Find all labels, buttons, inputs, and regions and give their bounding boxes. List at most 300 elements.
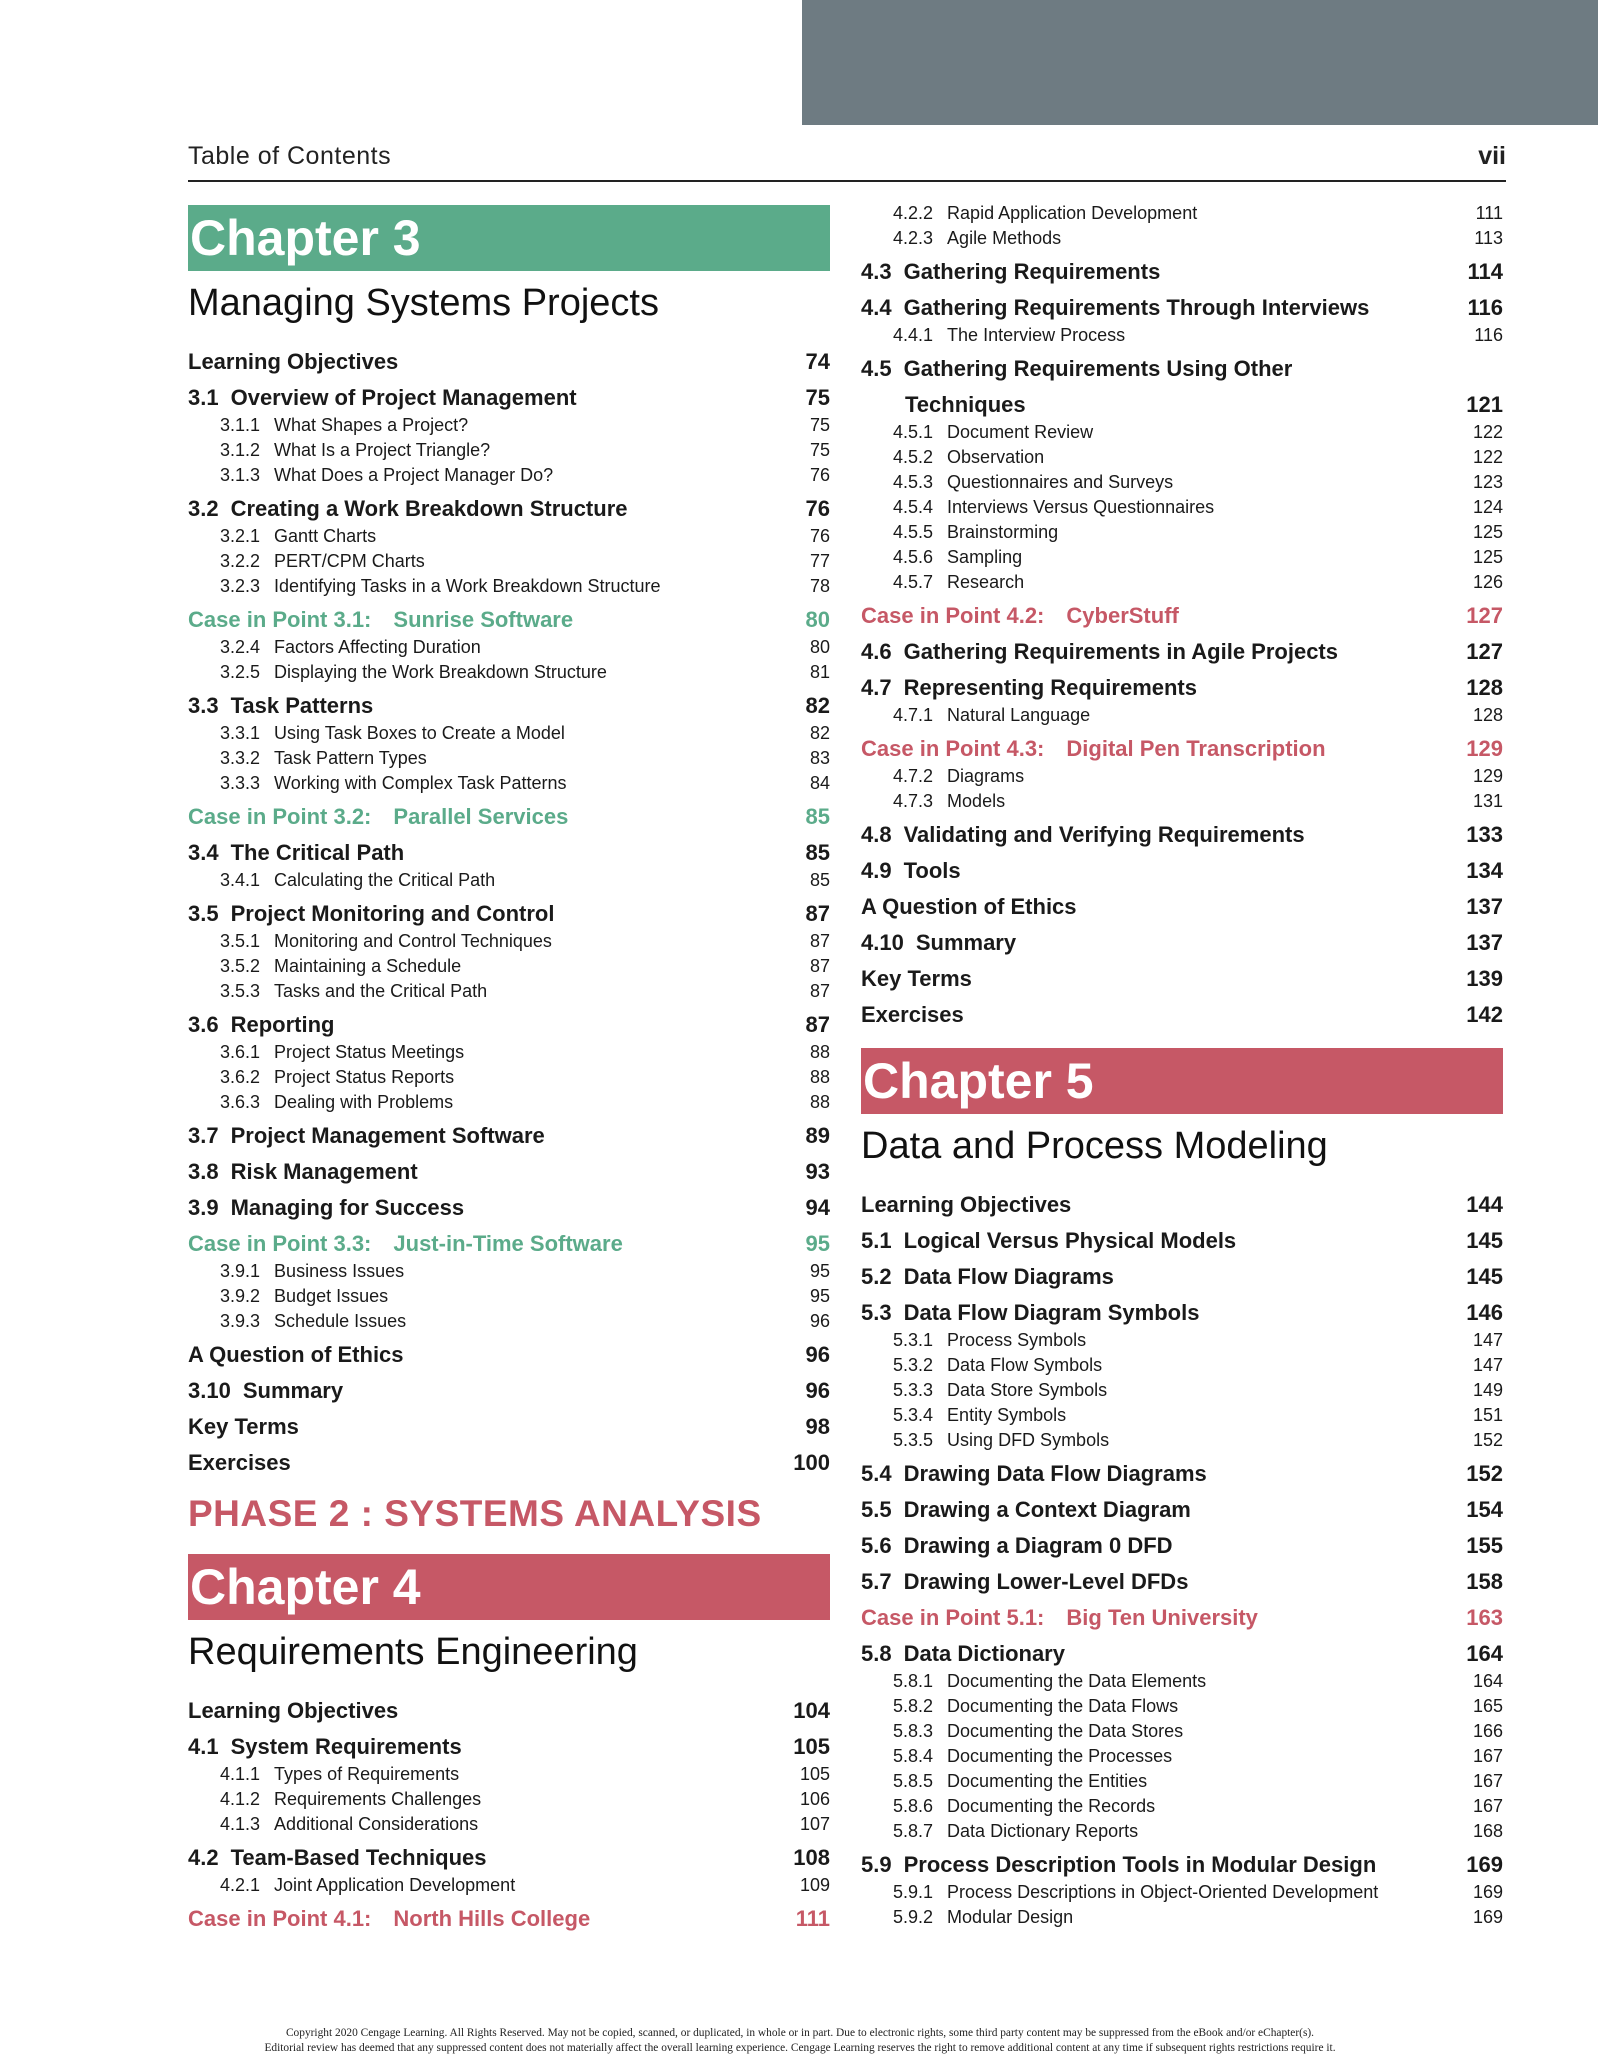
toc-entry-label	[893, 1328, 1086, 1353]
toc-entry-number: 3.1.1	[220, 415, 261, 435]
toc-entry-label	[893, 570, 1024, 595]
toc-entry-text: Learning Objectives	[188, 1698, 399, 1723]
toc-entry-label	[893, 703, 1090, 728]
toc-entry-text: CyberStuff	[1066, 603, 1179, 628]
toc-entry-text: Brainstorming	[947, 522, 1059, 542]
toc-entry-label	[220, 1259, 404, 1284]
toc-entry-label	[893, 1744, 1172, 1769]
toc-entry-number: 4.1.3	[220, 1814, 261, 1834]
toc-entry-number: 4.5.2	[893, 447, 934, 467]
toc-entry-page: 144	[1466, 1192, 1503, 1217]
toc-subsection-entry[interactable]	[861, 1744, 1503, 1769]
toc-entry-number: 5.7	[861, 1569, 892, 1594]
toc-entry-number: Case in Point 3.3:	[188, 1231, 372, 1256]
toc-section-entry[interactable]	[188, 494, 830, 524]
toc-section-entry[interactable]	[861, 1226, 1503, 1256]
toc-entry-page: 96	[809, 1311, 830, 1331]
toc-entry-page: 124	[1472, 497, 1503, 517]
toc-entry-label	[861, 1603, 1258, 1633]
toc-section-entry[interactable]	[188, 1121, 830, 1151]
toc-entry-number: 4.5.6	[893, 547, 934, 567]
toc-entry-label	[220, 1812, 478, 1837]
toc-entry-label	[861, 390, 1026, 420]
toc-entry-label	[861, 1567, 1188, 1597]
toc-entry-number: 3.3	[188, 693, 219, 718]
toc-subsection-entry[interactable]	[861, 764, 1503, 789]
toc-subsection-entry[interactable]	[861, 1719, 1503, 1744]
toc-entry-page: 147	[1472, 1330, 1503, 1350]
toc-entry-page: 81	[809, 662, 830, 682]
toc-entry-label	[893, 226, 1061, 251]
toc-section-entry[interactable]	[861, 820, 1503, 850]
toc-entry-label	[893, 470, 1173, 495]
toc-entry-text: Process Description Tools in Modular Design	[903, 1852, 1377, 1877]
toc-entry-text: Gathering Requirements Using Other	[903, 356, 1293, 381]
toc-entry-number: 5.3.4	[893, 1405, 934, 1425]
toc-subsection-entry[interactable]	[861, 1428, 1503, 1453]
toc-entry-text: Data Dictionary Reports	[947, 1821, 1139, 1841]
toc-entry-label	[220, 1284, 388, 1309]
toc-entry-number: 4.7.3	[893, 791, 934, 811]
toc-section-entry[interactable]	[188, 899, 830, 929]
toc-subsection-entry[interactable]	[861, 445, 1503, 470]
toc-section-entry[interactable]	[188, 1340, 830, 1370]
toc-entry-number: 3.2	[188, 496, 219, 521]
toc-section-entry[interactable]	[861, 892, 1503, 922]
toc-entry-number: 4.10	[861, 930, 904, 955]
toc-subsection-entry[interactable]	[861, 703, 1503, 728]
toc-entry-page: 145	[1466, 1228, 1503, 1253]
toc-entry-number: 3.8	[188, 1159, 219, 1184]
toc-entry-number: 3.3.1	[220, 723, 261, 743]
toc-subsection-entry[interactable]	[188, 954, 830, 979]
toc-subsection-entry[interactable]	[188, 1284, 830, 1309]
toc-entry-text: Drawing Lower-Level DFDs	[903, 1569, 1189, 1594]
toc-entry-page: 167	[1472, 1746, 1503, 1766]
case-in-point-entry[interactable]	[188, 1904, 830, 1934]
toc-section-entry[interactable]	[188, 1157, 830, 1187]
toc-subsection-entry[interactable]	[188, 868, 830, 893]
toc-entry-number: Case in Point 3.2:	[188, 804, 372, 829]
toc-subsection-entry[interactable]	[188, 1040, 830, 1065]
toc-entry-number: 5.9.2	[893, 1907, 934, 1927]
toc-entry-number: 4.4.1	[893, 325, 934, 345]
toc-section-entry[interactable]	[188, 347, 830, 377]
toc-subsection-entry[interactable]	[188, 1090, 830, 1115]
toc-entry-label	[861, 928, 1016, 958]
case-in-point-entry[interactable]	[188, 1229, 830, 1259]
toc-entry-page: 93	[805, 1159, 830, 1184]
toc-section-entry[interactable]	[188, 1448, 830, 1478]
toc-subsection-entry[interactable]	[188, 549, 830, 574]
toc-entry-number: 4.5.7	[893, 572, 934, 592]
toc-entry-page: 127	[1466, 603, 1503, 628]
toc-section-entry[interactable]	[188, 1010, 830, 1040]
toc-entry-number: 4.6	[861, 639, 892, 664]
toc-subsection-entry[interactable]	[861, 226, 1503, 251]
toc-subsection-entry[interactable]	[861, 1378, 1503, 1403]
toc-entry-page: 100	[793, 1450, 830, 1475]
toc-entry-label	[188, 494, 628, 524]
toc-entry-number: Case in Point 4.1:	[188, 1906, 372, 1931]
toc-entry-text: Logical Versus Physical Models	[903, 1228, 1237, 1253]
toc-entry-label	[861, 1850, 1376, 1880]
toc-entry-text: Drawing a Context Diagram	[903, 1497, 1191, 1522]
toc-entry-label	[861, 1459, 1207, 1489]
toc-subsection-entry[interactable]	[188, 721, 830, 746]
toc-subsection-entry[interactable]	[861, 545, 1503, 570]
toc-section-entry[interactable]	[188, 1732, 830, 1762]
toc-entry-label	[893, 1905, 1073, 1930]
chapter-4-toc	[188, 1696, 830, 1934]
toc-entry-page: 85	[809, 870, 830, 890]
toc-entry-label	[188, 1448, 291, 1478]
toc-entry-page: 111	[1475, 203, 1503, 223]
toc-entry-number: 5.9	[861, 1852, 892, 1877]
toc-section-entry[interactable]	[861, 964, 1503, 994]
toc-section-entry[interactable]	[188, 1843, 830, 1873]
toc-entry-text: What Does a Project Manager Do?	[274, 465, 554, 485]
toc-entry-page: 163	[1466, 1605, 1503, 1630]
toc-entry-page: 145	[1466, 1264, 1503, 1289]
toc-entry-page: 76	[809, 526, 830, 546]
toc-subsection-entry[interactable]	[188, 438, 830, 463]
toc-subsection-entry[interactable]	[188, 979, 830, 1004]
toc-subsection-entry[interactable]	[861, 420, 1503, 445]
toc-entry-text: Project Status Reports	[274, 1067, 455, 1087]
toc-section-entry[interactable]	[861, 856, 1503, 886]
toc-subsection-entry[interactable]	[861, 1328, 1503, 1353]
toc-entry-text: Parallel Services	[393, 804, 569, 829]
toc-entry-number: 3.5.1	[220, 931, 261, 951]
toc-entry-text: Rapid Application Development	[947, 203, 1198, 223]
toc-entry-text: Data Flow Diagrams	[903, 1264, 1114, 1289]
toc-entry-page: 167	[1472, 1796, 1503, 1816]
toc-subsection-entry[interactable]	[188, 463, 830, 488]
toc-subsection-entry[interactable]	[861, 1353, 1503, 1378]
toc-section-entry[interactable]	[861, 1262, 1503, 1292]
toc-entry-text: Documenting the Entities	[947, 1771, 1148, 1791]
toc-subsection-entry[interactable]	[861, 201, 1503, 226]
toc-subsection-entry[interactable]	[188, 929, 830, 954]
case-in-point-entry[interactable]	[861, 601, 1503, 631]
toc-entry-number: 3.3.3	[220, 773, 261, 793]
toc-section-entry[interactable]	[861, 293, 1503, 323]
toc-entry-page: 127	[1466, 639, 1503, 664]
toc-section-entry[interactable]	[861, 390, 1503, 420]
toc-entry-page: 83	[809, 748, 830, 768]
chapter-3-title: Managing Systems Projects	[188, 282, 659, 324]
toc-entry-text: Techniques	[905, 392, 1026, 417]
toc-section-entry[interactable]	[188, 1696, 830, 1726]
toc-entry-page: 121	[1466, 392, 1503, 417]
toc-entry-text: Modular Design	[947, 1907, 1074, 1927]
case-in-point-entry[interactable]	[188, 802, 830, 832]
toc-entry-number: 3.9	[188, 1195, 219, 1220]
case-in-point-entry[interactable]	[861, 1603, 1503, 1633]
toc-entry-text: North Hills College	[393, 1906, 591, 1931]
toc-section-entry[interactable]	[861, 1190, 1503, 1220]
toc-entry-page: 128	[1466, 675, 1503, 700]
toc-entry-number: 5.8	[861, 1641, 892, 1666]
toc-entry-page: 129	[1466, 736, 1503, 761]
toc-subsection-entry[interactable]	[861, 1819, 1503, 1844]
toc-entry-label	[188, 1376, 343, 1406]
toc-entry-text: Business Issues	[274, 1261, 405, 1281]
chapter-5-title: Data and Process Modeling	[861, 1125, 1328, 1167]
toc-subsection-entry[interactable]	[188, 1065, 830, 1090]
toc-subsection-entry[interactable]	[188, 413, 830, 438]
toc-entry-label	[188, 1193, 464, 1223]
toc-entry-label	[188, 1121, 545, 1151]
toc-entry-text: Interviews Versus Questionnaires	[947, 497, 1215, 517]
toc-entry-number: 3.7	[188, 1123, 219, 1148]
toc-entry-label	[220, 1787, 481, 1812]
toc-entry-text: Calculating the Critical Path	[274, 870, 496, 890]
toc-entry-page: 131	[1472, 791, 1503, 811]
toc-entry-label	[220, 954, 461, 979]
toc-entry-label	[893, 420, 1093, 445]
toc-entry-page: 77	[809, 551, 830, 571]
toc-entry-text: Data Flow Symbols	[947, 1355, 1103, 1375]
toc-entry-number: 3.5.2	[220, 956, 261, 976]
toc-entry-text: Key Terms	[188, 1414, 299, 1439]
toc-entry-number: 3.1.3	[220, 465, 261, 485]
toc-entry-page: 126	[1472, 572, 1503, 592]
toc-entry-text: Exercises	[188, 1450, 291, 1475]
toc-subsection-entry[interactable]	[861, 1769, 1503, 1794]
toc-entry-text: PERT/CPM Charts	[274, 551, 425, 571]
toc-entry-page: 76	[805, 496, 830, 521]
toc-entry-label	[220, 771, 567, 796]
toc-section-entry[interactable]	[861, 637, 1503, 667]
toc-section-entry[interactable]	[861, 257, 1503, 287]
toc-entry-label	[220, 1762, 459, 1787]
toc-subsection-entry[interactable]	[188, 771, 830, 796]
toc-entry-label	[220, 438, 490, 463]
toc-entry-page: 165	[1472, 1696, 1503, 1716]
toc-section-entry[interactable]	[861, 673, 1503, 703]
toc-entry-label	[893, 520, 1058, 545]
toc-subsection-entry[interactable]	[188, 1787, 830, 1812]
toc-subsection-entry[interactable]	[188, 746, 830, 771]
toc-section-entry[interactable]	[861, 1298, 1503, 1328]
toc-subsection-entry[interactable]	[861, 1403, 1503, 1428]
toc-entry-label	[861, 964, 972, 994]
toc-entry-label	[220, 524, 376, 549]
toc-entry-label	[893, 764, 1024, 789]
toc-entry-label	[220, 929, 552, 954]
toc-entry-number: 3.6	[188, 1012, 219, 1037]
toc-entry-text: Project Monitoring and Control	[230, 901, 555, 926]
toc-subsection-entry[interactable]	[188, 1812, 830, 1837]
toc-entry-number: 3.4.1	[220, 870, 261, 890]
toc-section-entry[interactable]	[188, 838, 830, 868]
toc-entry-text: Additional Considerations	[274, 1814, 479, 1834]
toc-entry-label	[861, 1262, 1114, 1292]
toc-entry-page: 169	[1472, 1907, 1503, 1927]
toc-entry-text: Just-in-Time Software	[393, 1231, 623, 1256]
toc-entry-label	[188, 383, 577, 413]
toc-entry-label	[220, 463, 553, 488]
case-in-point-entry[interactable]	[861, 734, 1503, 764]
toc-subsection-entry[interactable]	[188, 1762, 830, 1787]
toc-section-entry[interactable]	[861, 1495, 1503, 1525]
toc-entry-label	[893, 1378, 1107, 1403]
toc-subsection-entry[interactable]	[188, 660, 830, 685]
chapter-4-banner: Chapter 4	[188, 1554, 830, 1620]
toc-entry-text: A Question of Ethics	[861, 894, 1077, 919]
toc-entry-page: 108	[793, 1845, 830, 1870]
header-page-number: vii	[1478, 142, 1506, 170]
toc-entry-page: 95	[805, 1231, 830, 1256]
toc-entry-text: Tools	[903, 858, 961, 883]
phase-heading: PHASE 2 : SYSTEMS ANALYSIS	[188, 1493, 762, 1534]
toc-entry-text: Sampling	[947, 547, 1023, 567]
toc-entry-label	[893, 1819, 1138, 1844]
toc-section-entry[interactable]	[861, 1000, 1503, 1030]
toc-subsection-entry[interactable]	[188, 1309, 830, 1334]
toc-entry-number: 3.6.2	[220, 1067, 261, 1087]
toc-section-entry[interactable]	[188, 383, 830, 413]
toc-entry-page: 95	[809, 1286, 830, 1306]
toc-subsection-entry[interactable]	[861, 1694, 1503, 1719]
toc-entry-page: 106	[799, 1789, 830, 1809]
toc-subsection-entry[interactable]	[188, 1259, 830, 1284]
toc-subsection-entry[interactable]	[861, 1794, 1503, 1819]
toc-entry-number: 4.4	[861, 295, 892, 320]
toc-entry-text: Documenting the Data Stores	[947, 1721, 1184, 1741]
toc-subsection-entry[interactable]	[861, 789, 1503, 814]
toc-entry-label	[188, 1904, 590, 1934]
toc-entry-page: 129	[1472, 766, 1503, 786]
toc-entry-number: 4.1.1	[220, 1764, 261, 1784]
toc-entry-number: 4.7.2	[893, 766, 934, 786]
toc-entry-text: Observation	[947, 447, 1045, 467]
toc-entry-label	[220, 1040, 464, 1065]
toc-entry-number: 3.1.2	[220, 440, 261, 460]
toc-entry-label	[188, 1412, 299, 1442]
toc-subsection-entry[interactable]	[188, 524, 830, 549]
top-decorative-bar	[802, 0, 1598, 125]
toc-entry-text: Maintaining a Schedule	[274, 956, 462, 976]
toc-entry-number: 5.3.1	[893, 1330, 934, 1350]
case-in-point-entry[interactable]	[188, 605, 830, 635]
toc-entry-page: 104	[793, 1698, 830, 1723]
chapter-4-toc-continued	[861, 201, 1503, 1030]
toc-subsection-entry[interactable]	[861, 1905, 1503, 1930]
toc-entry-text: Risk Management	[230, 1159, 418, 1184]
toc-section-entry[interactable]	[188, 1376, 830, 1406]
toc-section-entry[interactable]	[188, 1412, 830, 1442]
toc-subsection-entry[interactable]	[188, 574, 830, 599]
toc-subsection-entry[interactable]	[188, 1873, 830, 1898]
toc-subsection-entry[interactable]	[188, 635, 830, 660]
chapter-3-banner: Chapter 3	[188, 205, 830, 271]
toc-entry-text: Exercises	[861, 1002, 964, 1027]
toc-entry-text: Data Dictionary	[903, 1641, 1065, 1666]
toc-section-entry[interactable]	[861, 928, 1503, 958]
toc-subsection-entry[interactable]	[861, 1880, 1503, 1905]
toc-section-entry[interactable]	[861, 1459, 1503, 1489]
toc-entry-page: 169	[1466, 1852, 1503, 1877]
toc-section-entry[interactable]	[861, 1567, 1503, 1597]
toc-subsection-entry[interactable]	[861, 1669, 1503, 1694]
toc-section-entry[interactable]	[861, 1531, 1503, 1561]
toc-entry-page: 88	[809, 1092, 830, 1112]
toc-entry-page: 114	[1467, 259, 1503, 284]
toc-section-entry[interactable]	[861, 1850, 1503, 1880]
toc-entry-page: 116	[1467, 295, 1503, 320]
header-title: Table of Contents	[188, 142, 392, 170]
right-column	[861, 205, 1503, 1930]
toc-section-entry[interactable]	[861, 1639, 1503, 1669]
toc-entry-page: 111	[795, 1906, 830, 1931]
toc-section-entry[interactable]	[188, 691, 830, 721]
toc-entry-label	[861, 293, 1369, 323]
toc-entry-number: Case in Point 4.3:	[861, 736, 1045, 761]
toc-entry-page: 87	[809, 931, 830, 951]
toc-entry-label	[220, 660, 607, 685]
toc-section-entry[interactable]	[861, 354, 1503, 384]
toc-entry-page: 105	[793, 1734, 830, 1759]
toc-subsection-entry[interactable]	[861, 323, 1503, 348]
toc-entry-number: 4.5.3	[893, 472, 934, 492]
toc-entry-number: 3.2.1	[220, 526, 261, 546]
toc-entry-text: Project Status Meetings	[274, 1042, 465, 1062]
toc-subsection-entry[interactable]	[861, 495, 1503, 520]
toc-entry-text: Representing Requirements	[903, 675, 1197, 700]
toc-entry-label	[893, 1719, 1183, 1744]
toc-entry-page: 80	[809, 637, 830, 657]
toc-entry-label	[893, 1880, 1378, 1905]
toc-entry-number: 3.4	[188, 840, 219, 865]
toc-entry-label	[893, 1428, 1109, 1453]
toc-entry-label	[893, 1794, 1155, 1819]
toc-entry-label	[220, 1090, 453, 1115]
toc-entry-page: 151	[1472, 1405, 1503, 1425]
toc-entry-text: Summary	[915, 930, 1017, 955]
toc-subsection-entry[interactable]	[861, 570, 1503, 595]
toc-entry-label	[188, 691, 373, 721]
toc-section-entry[interactable]	[188, 1193, 830, 1223]
toc-entry-text: The Interview Process	[947, 325, 1126, 345]
toc-entry-label	[861, 1298, 1199, 1328]
toc-entry-label	[861, 601, 1179, 631]
toc-entry-text: Models	[947, 791, 1006, 811]
toc-entry-page: 128	[1472, 705, 1503, 725]
toc-entry-number: Case in Point 3.1:	[188, 607, 372, 632]
toc-entry-page: 133	[1466, 822, 1503, 847]
toc-entry-text: Documenting the Data Flows	[947, 1696, 1179, 1716]
toc-entry-number: 5.9.1	[893, 1882, 934, 1902]
toc-subsection-entry[interactable]	[861, 520, 1503, 545]
toc-entry-page: 96	[805, 1342, 830, 1367]
toc-entry-page: 105	[799, 1764, 830, 1784]
toc-entry-label	[893, 789, 1005, 814]
toc-entry-label	[861, 1000, 964, 1030]
toc-entry-text: Using Task Boxes to Create a Model	[274, 723, 565, 743]
toc-entry-label	[188, 899, 554, 929]
toc-entry-label	[861, 1495, 1191, 1525]
toc-entry-label	[861, 820, 1305, 850]
toc-entry-number: 5.8.5	[893, 1771, 934, 1791]
toc-entry-number: 5.3.3	[893, 1380, 934, 1400]
toc-entry-label	[861, 1190, 1071, 1220]
toc-subsection-entry[interactable]	[861, 470, 1503, 495]
toc-entry-page: 87	[809, 981, 830, 1001]
toc-entry-text: Reporting	[230, 1012, 335, 1037]
